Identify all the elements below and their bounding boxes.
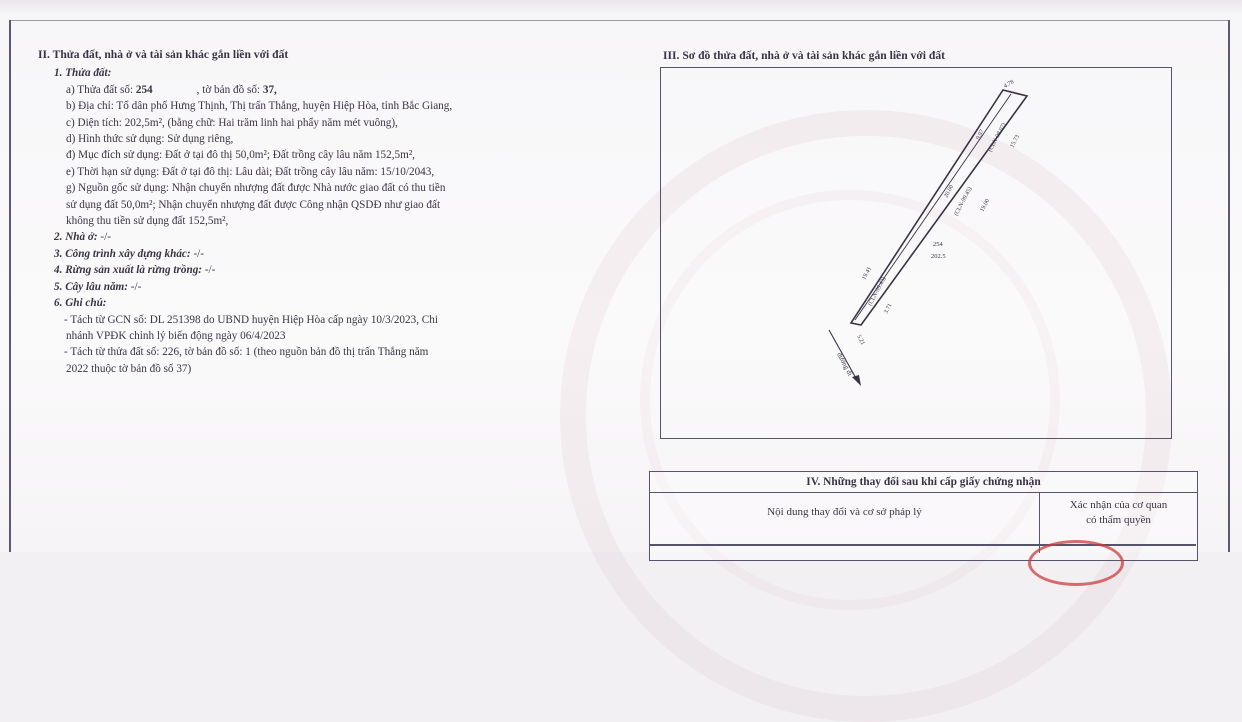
changes-col-content: Nội dung thay đổi và cơ sở pháp lý bbox=[650, 493, 1040, 553]
red-stamp bbox=[1028, 540, 1124, 586]
perennial-value: -/- bbox=[127, 280, 142, 293]
note-2-line-2: 2022 thuộc tờ bản đồ số 37) bbox=[66, 362, 192, 375]
road-arrow-head bbox=[852, 375, 861, 386]
section-4-title: IV. Những thay đổi sau khi cấp giấy chứng nhận bbox=[650, 472, 1197, 493]
perennial-line bbox=[38, 279, 618, 295]
dim-top: 4.78 bbox=[1003, 79, 1016, 90]
confirmation-line-2: có thẩm quyền bbox=[1086, 514, 1151, 526]
dim-bottom: 5.21 bbox=[855, 334, 866, 347]
forest-line bbox=[38, 262, 618, 278]
dim-left-mid: 20.00 bbox=[943, 184, 956, 199]
easement-upper: (CLN-98.07) bbox=[987, 122, 1008, 153]
house-value: -/- bbox=[97, 231, 111, 244]
house-line bbox=[38, 229, 618, 245]
dim-right-upper: 15.73 bbox=[1009, 134, 1022, 149]
easement-lower: (CLN-99.43) bbox=[867, 276, 888, 307]
parcel-number-line bbox=[38, 82, 618, 98]
dim-right: 19.00 bbox=[979, 198, 992, 213]
easement-mid: (CLN-99.45) bbox=[953, 186, 974, 217]
parcel-number-label: a) Thửa đất số: bbox=[66, 83, 136, 96]
section-2 bbox=[38, 47, 618, 377]
area-line: c) Diện tích: 202,5m², (bằng chữ: Hai trăm linh hai phẩy năm mét vuông), bbox=[66, 116, 398, 129]
parcel-area-label: 202.5 bbox=[931, 253, 946, 260]
parcel-map-drawing bbox=[661, 68, 1171, 438]
changes-row-divider bbox=[650, 544, 1196, 546]
dim-left-upper: 9.97 bbox=[975, 128, 986, 141]
usage-term-line: e) Thời hạn sử dụng: Đất ở tại đô thị: Lâu dài; Đất trồng cây lâu năm: 15/10/2043, bbox=[66, 165, 435, 178]
road-label: đường đi bbox=[835, 351, 855, 378]
confirmation-line-1: Xác nhận của cơ quan bbox=[1069, 499, 1168, 511]
usage-form-line: d) Hình thức sử dụng: Sử dụng riêng, bbox=[66, 133, 234, 146]
forest-label: 4. Rừng sản xuất là rừng trồng: bbox=[54, 264, 203, 277]
forest-value: -/- bbox=[202, 264, 216, 277]
map-sheet-number: 37, bbox=[262, 83, 277, 96]
changes-table bbox=[649, 471, 1198, 561]
house-label: 2. Nhà ở: bbox=[54, 231, 98, 244]
parcel-number-label: 254 bbox=[933, 241, 943, 248]
note-1-line-2: nhánh VPĐK chỉnh lý biến động ngày 06/4/2023 bbox=[66, 329, 286, 342]
section-2-title: II. Thửa đất, nhà ở và tài sản khác gắn liền với đất bbox=[38, 48, 289, 61]
note-1-line-1: - Tách từ GCN số: DL 251398 do UBND huyện Hiệp Hòa cấp ngày 10/3/2023, Chi bbox=[64, 313, 438, 326]
parcel-number: 254 bbox=[135, 83, 153, 96]
dim-bottom-right: 3.71 bbox=[883, 302, 894, 315]
note-2-line-1: - Tách từ thửa đất số: 226, tờ bản đồ số: 1 (theo nguồn bản đồ thị trấn Thắng năm bbox=[64, 346, 429, 359]
map-sheet-label: , tờ bản đồ số: bbox=[196, 83, 263, 96]
notes-heading: 6. Ghi chú: bbox=[54, 297, 107, 310]
section-3-title: III. Sơ đồ thửa đất, nhà ở và tài sản khác gắn liền với đất bbox=[663, 49, 945, 62]
address-line: b) Địa chỉ: Tổ dân phố Hưng Thịnh, Thị trấn Thắng, huyện Hiệp Hòa, tỉnh Bắc Giang, bbox=[66, 100, 453, 113]
other-works-value: -/- bbox=[190, 247, 204, 260]
usage-purpose-line: đ) Mục đích sử dụng: Đất ở tại đô thị 50,0m²; Đất trồng cây lâu năm 152,5m², bbox=[66, 149, 415, 162]
frame-left bbox=[9, 20, 11, 552]
origin-line-3: không thu tiền sử dụng đất 152,5m², bbox=[66, 215, 229, 228]
land-parcel-heading: 1. Thửa đất: bbox=[54, 67, 112, 80]
frame-top bbox=[9, 20, 1230, 21]
other-works-line bbox=[38, 246, 618, 262]
frame-right bbox=[1228, 20, 1230, 552]
dim-left-lower: 19.41 bbox=[861, 266, 874, 281]
origin-line-1: g) Nguồn gốc sử dụng: Nhận chuyển nhượng đất được Nhà nước giao đất có thu tiền bbox=[66, 182, 446, 195]
perennial-label: 5. Cây lâu năm: bbox=[54, 280, 128, 293]
origin-line-2: sử dụng đất 50,0m²; Nhận chuyển nhượng đất được Công nhận QSDĐ như giao đất bbox=[66, 198, 441, 211]
other-works-label: 3. Công trình xây dựng khác: bbox=[54, 247, 191, 260]
parcel-map bbox=[660, 67, 1172, 439]
